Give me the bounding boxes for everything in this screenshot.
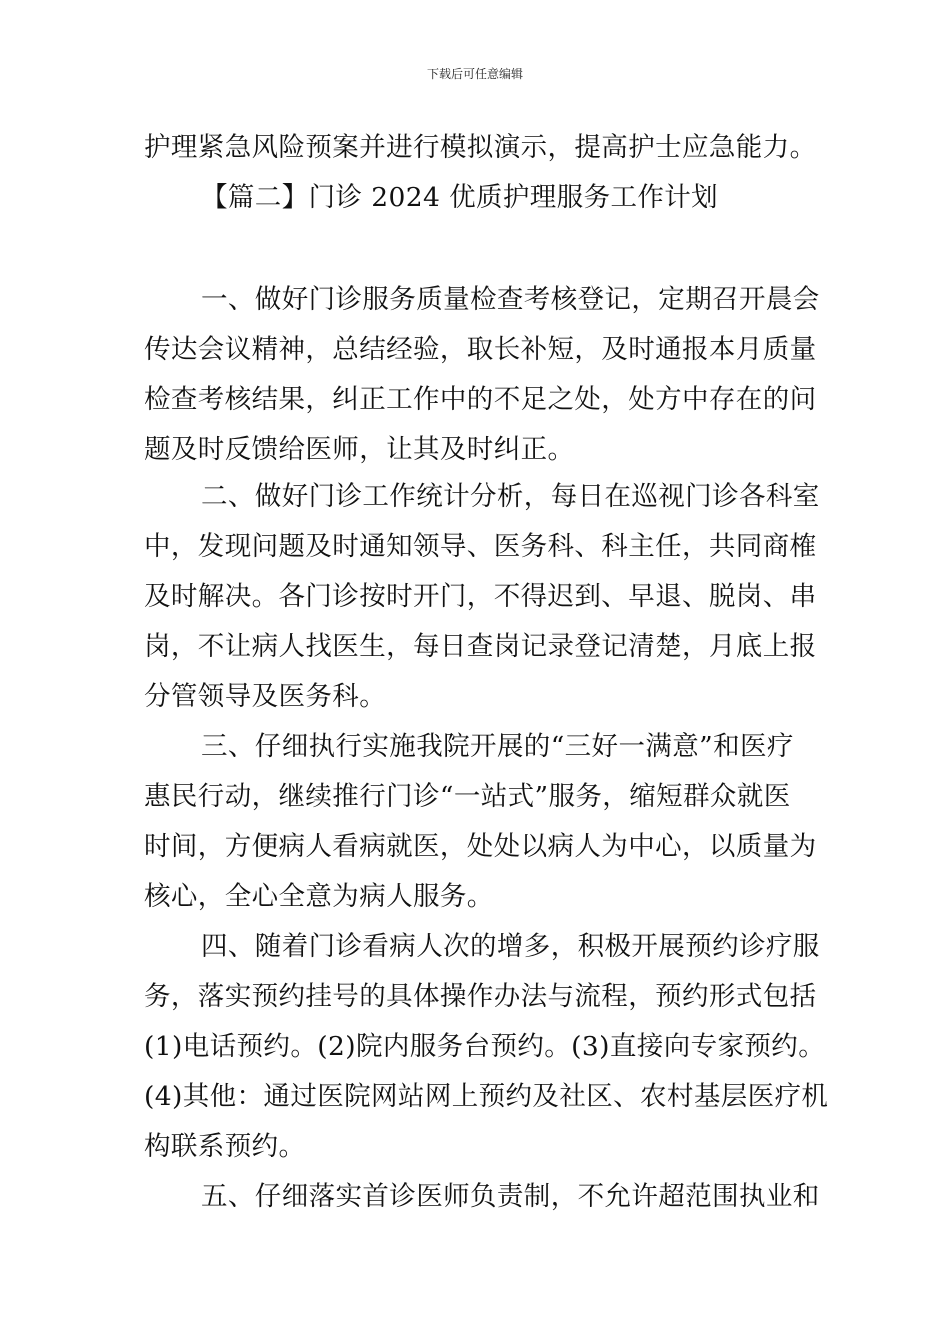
text-line: 中，发现问题及时通知领导、医务科、科主任，共同商榷 <box>144 531 817 562</box>
text-line: 护理紧急风险预案并进行模拟演示，提高护士应急能力。 <box>144 132 817 163</box>
paragraph-2 <box>144 472 824 722</box>
paragraph-4 <box>144 922 829 1172</box>
text-line: 五、仔细落实首诊医师负责制，不允许超范围执业和 <box>201 1181 820 1212</box>
paragraph-3 <box>144 722 824 922</box>
text-line: 惠民行动，继续推行门诊“一站式”服务，缩短群众就医 <box>144 781 791 812</box>
paragraph-5 <box>144 1172 824 1222</box>
text-line: 一、做好门诊服务质量检查考核登记，定期召开晨会 <box>201 284 820 315</box>
text-line: 务，落实预约挂号的具体操作办法与流程，预约形式包括 <box>144 981 817 1012</box>
text-line: (4)其他：通过医院网站网上预约及社区、农村基层医疗机 <box>144 1081 829 1112</box>
text-line: 及时解决。各门诊按时开门，不得迟到、早退、脱岗、串 <box>144 581 817 612</box>
text-line: 三、仔细执行实施我院开展的“三好一满意”和医疗 <box>201 731 794 762</box>
paragraph-1 <box>144 275 824 475</box>
section-title: 【篇二】门诊 2024 优质护理服务工作计划 <box>201 182 719 213</box>
text-line: 四、随着门诊看病人次的增多，积极开展预约诊疗服 <box>201 931 820 962</box>
page-header: 下载后可任意编辑 <box>426 67 523 81</box>
text-line: 构联系预约。 <box>144 1131 306 1162</box>
text-line: 核心，全心全意为病人服务。 <box>144 881 494 912</box>
text-line: (1)电话预约。(2)院内服务台预约。(3)直接向专家预约。 <box>144 1031 826 1062</box>
text-line: 题及时反馈给医师，让其及时纠正。 <box>144 434 575 465</box>
text-line: 传达会议精神，总结经验，取长补短，及时通报本月质量 <box>144 334 817 365</box>
text-line: 岗，不让病人找医生，每日查岗记录登记清楚，月底上报 <box>144 631 817 662</box>
text-line: 分管领导及医务科。 <box>144 681 387 712</box>
body-text-top <box>144 123 824 223</box>
text-line: 二、做好门诊工作统计分析，每日在巡视门诊各科室 <box>201 481 820 512</box>
text-line: 检查考核结果，纠正工作中的不足之处，处方中存在的问 <box>144 384 817 415</box>
text-line: 时间，方便病人看病就医，处处以病人为中心，以质量为 <box>144 831 817 862</box>
